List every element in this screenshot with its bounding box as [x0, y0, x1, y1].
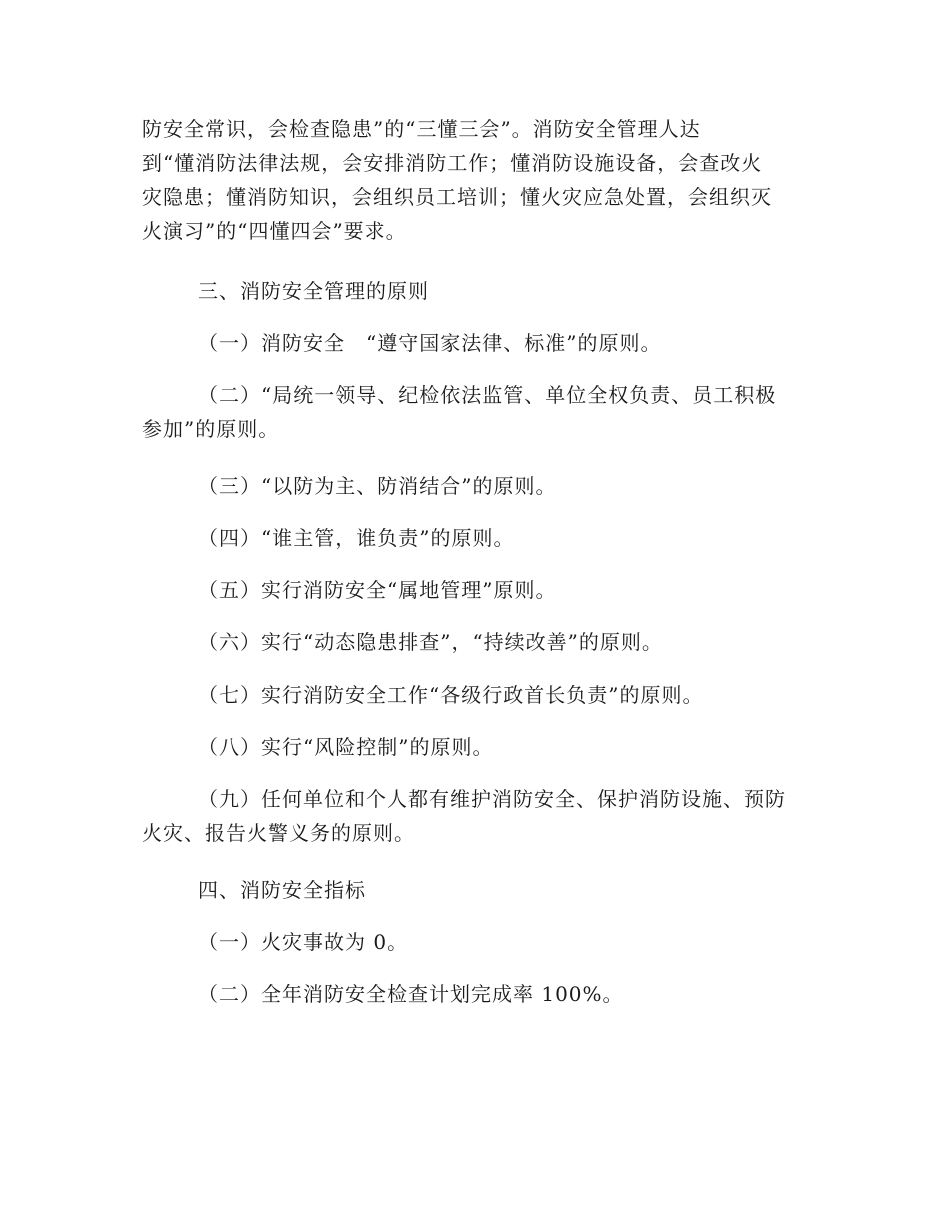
section-4-heading: 四、消防安全指标	[198, 878, 366, 902]
principle-line: （四）“谁主管，谁负责”的原则。	[198, 526, 515, 550]
principle-item-1	[142, 326, 812, 360]
principle-line: （二）“局统一领导、纪检依法监管、单位全权负责、员工积极	[198, 383, 777, 407]
principle-line: （五）实行消防安全“属地管理”原则。	[198, 578, 557, 602]
section-heading	[142, 274, 812, 308]
intro-line: 灾隐患；懂消防知识，会组织员工培训；懂火灾应急处置，会组织灭	[142, 185, 772, 209]
indicator-item-1	[142, 925, 812, 959]
section-heading	[142, 873, 812, 907]
principle-item-7	[142, 678, 812, 712]
intro-paragraph	[142, 112, 812, 248]
principle-line: （九）任何单位和个人都有维护消防安全、保护消防设施、预防	[198, 787, 786, 811]
principle-item-6	[142, 625, 812, 659]
intro-line: 防安全常识，会检查隐患”的“三懂三会”。消防安全管理人达	[142, 117, 701, 141]
principle-line: 参加”的原则。	[142, 417, 280, 441]
principle-item-9	[142, 782, 812, 850]
section-3-heading: 三、消防安全管理的原则	[198, 279, 429, 303]
principle-item-5	[142, 573, 812, 607]
principle-line: （六）实行“动态隐患排查”，“持续改善”的原则。	[198, 630, 663, 654]
principle-line: （三）“以防为主、防消结合”的原则。	[198, 474, 557, 498]
principle-item-2	[142, 378, 812, 446]
principle-item-3	[142, 469, 812, 503]
principle-line: （一）消防安全 “遵守国家法律、标准”的原则。	[198, 331, 662, 355]
indicator-item-2	[142, 977, 812, 1011]
principle-item-4	[142, 521, 812, 555]
intro-line: 火演习”的“四懂四会”要求。	[142, 219, 407, 243]
intro-line: 到“懂消防法律法规，会安排消防工作；懂消防设施设备，会查改火	[142, 151, 763, 175]
principle-line: （七）实行消防安全工作“各级行政首长负责”的原则。	[198, 683, 704, 707]
principle-line: 火灾、报告火警义务的原则。	[142, 821, 415, 845]
principle-line: （八）实行“风险控制”的原则。	[198, 735, 494, 759]
indicator-line: （二）全年消防安全检查计划完成率 100%。	[198, 982, 624, 1006]
indicator-line: （一）火灾事故为 0。	[198, 930, 409, 954]
principle-item-8	[142, 730, 812, 764]
